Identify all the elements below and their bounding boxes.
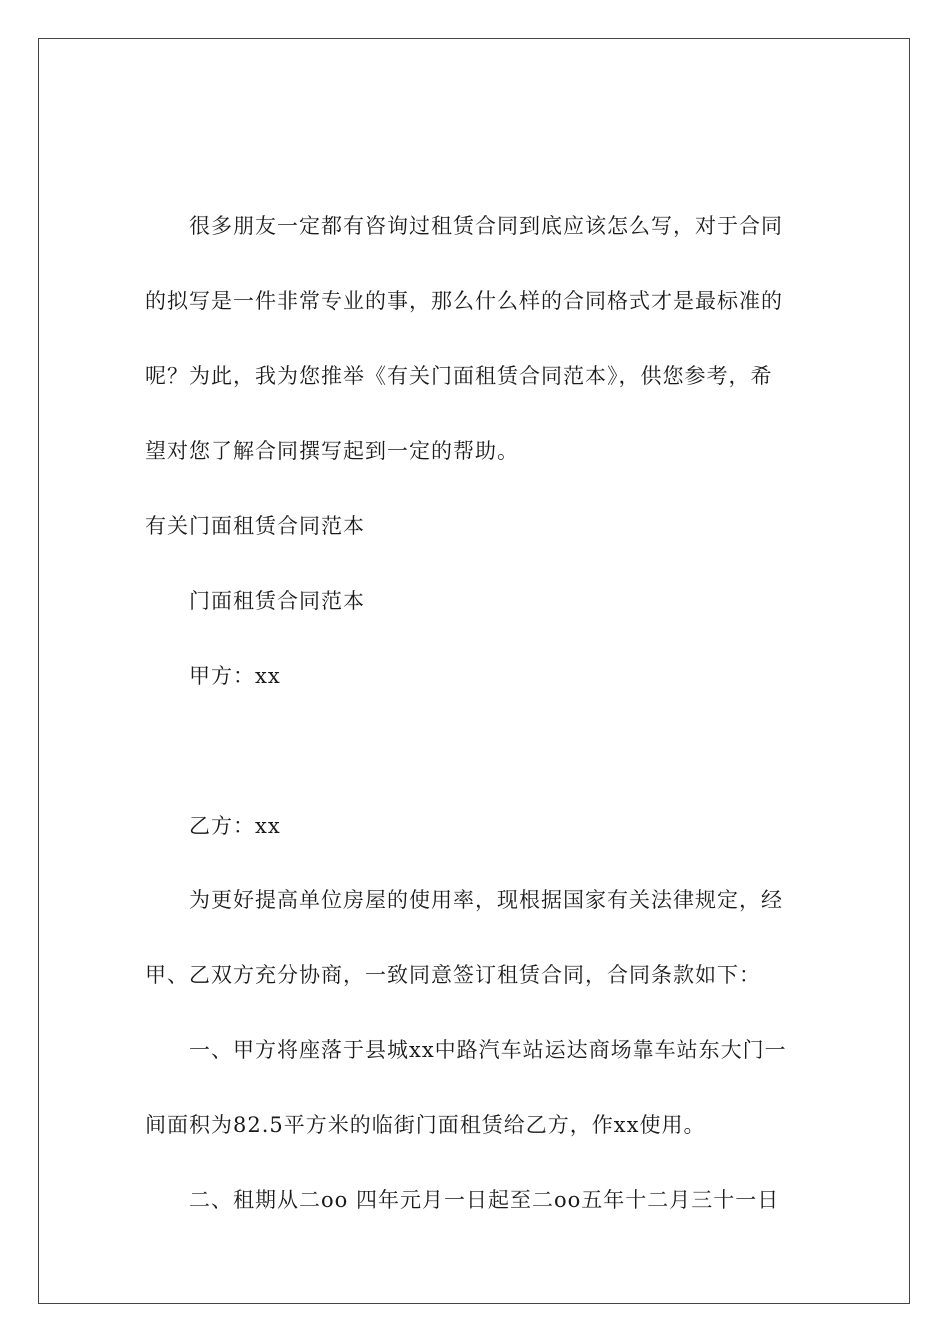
intro-line: 的拟写是一件非常专业的事，那么什么样的合同格式才是最标准的 <box>145 289 783 313</box>
clause-1-line: 一、甲方将座落于县城xx中路汽车站运达商场靠车站东大门一 <box>189 1038 787 1062</box>
intro-line: 望对您了解合同撰写起到一定的帮助。 <box>145 439 519 463</box>
party-a: 甲方：xx <box>189 664 281 688</box>
preamble-line: 为更好提高单位房屋的使用率，现根据国家有关法律规定，经 <box>189 888 783 912</box>
contract-title: 门面租赁合同范本 <box>189 589 365 613</box>
clause-1-line: 间面积为82.5平方米的临街门面租赁给乙方，作xx使用。 <box>145 1113 706 1137</box>
preamble-line: 甲、乙双方充分协商，一致同意签订租赁合同，合同条款如下： <box>145 963 761 987</box>
clause-2-line: 二、租期从二oo 四年元月一日起至二oo五年十二月三十一日 <box>189 1188 780 1212</box>
intro-line: 很多朋友一定都有咨询过租赁合同到底应该怎么写，对于合同 <box>189 214 783 238</box>
intro-line: 呢？为此，我为您推举《有关门面租赁合同范本》，供您参考，希 <box>145 364 773 388</box>
party-b: 乙方：xx <box>189 814 281 838</box>
article-title: 有关门面租赁合同范本 <box>145 514 365 538</box>
